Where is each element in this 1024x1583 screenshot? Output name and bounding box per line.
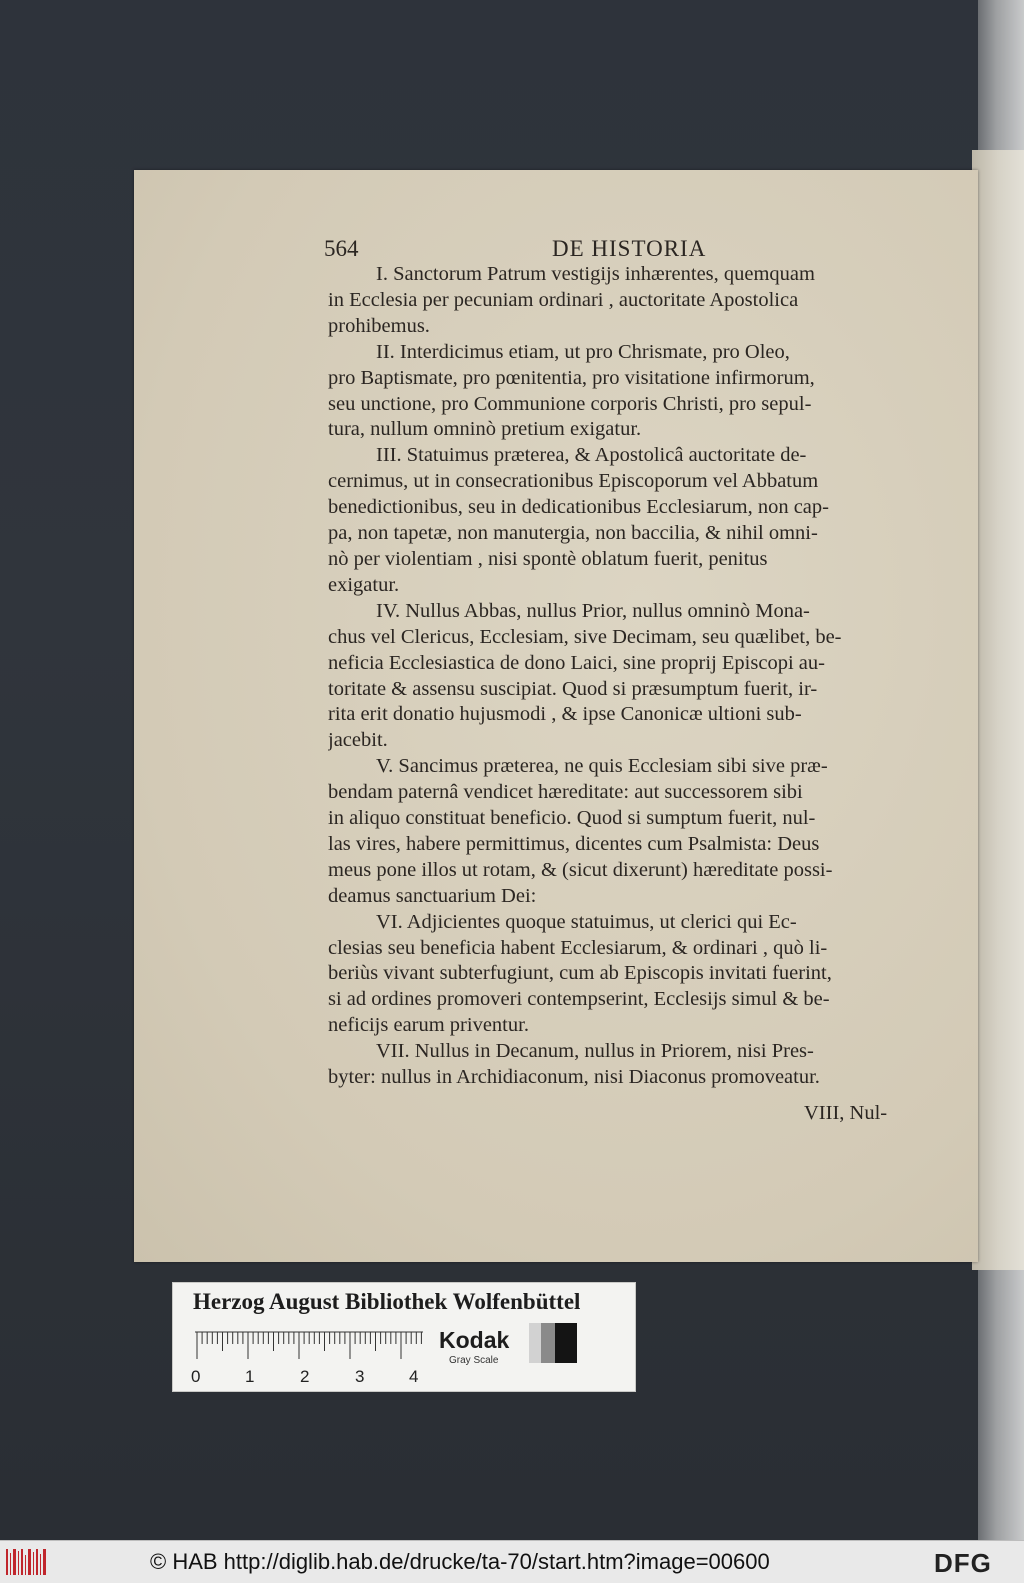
text-line: meus pone illos ut rotam, & (sicut dixerunt) hæreditate possi- [328, 858, 833, 881]
ruler-scale [195, 1331, 423, 1361]
text-line: las vires, habere permittimus, dicentes cum Psalmista: Deus [328, 832, 820, 855]
text-line: IV. Nullus Abbas, nullus Prior, nullus omninò Mona- [376, 599, 810, 622]
text-line: exigatur. [328, 573, 400, 596]
barcode-icon [6, 1547, 48, 1577]
text-line: VI. Adjicientes quoque statuimus, ut clerici qui Ec- [376, 910, 797, 933]
text-line: deamus sanctuarium Dei: [328, 884, 537, 907]
text-line: prohibemus. [328, 314, 430, 337]
text-line: neficia Ecclesiastica de dono Laici, sine proprij Episcopi au- [328, 651, 825, 674]
text-line: tura, nullum omninò pretium exigatur. [328, 418, 642, 441]
library-name: Herzog August Bibliothek Wolfenbüttel [193, 1289, 581, 1314]
text-line: II. Interdicimus etiam, ut pro Chrismate, pro Oleo, [376, 340, 790, 363]
ruler-label: 3 [355, 1367, 365, 1386]
text-line: III. Statuimus præterea, & Apostolicâ auctoritate de- [376, 444, 807, 467]
text-line: rita erit donatio hujusmodi , & ipse Canonicæ ultioni sub- [328, 703, 802, 726]
catchword: VIII, Nul- [804, 1102, 888, 1124]
running-title: DE HISTORIA [552, 236, 707, 261]
ruler-label: 4 [409, 1367, 419, 1386]
text-line: VII. Nullus in Decanum, nullus in Priorem, nisi Pres- [376, 1040, 814, 1063]
gray-scale-label: Gray Scale [449, 1355, 499, 1366]
page-number: 564 [324, 236, 359, 261]
text-line: V. Sancimus præterea, ne quis Ecclesiam sibi sive præ- [376, 755, 828, 778]
kodak-brand: Kodak [439, 1327, 510, 1353]
text-line: neficijs earum priventur. [328, 1014, 529, 1037]
text-line: chus vel Clericus, Ecclesiam, sive Decimam, seu quælibet, be- [328, 625, 842, 648]
text-line: seu unctione, pro Communione corporis Christi, pro sepul- [328, 392, 812, 415]
ruler-label: 2 [300, 1367, 310, 1386]
ruler-label: 1 [245, 1367, 255, 1386]
gray-swatch-light [529, 1323, 541, 1363]
copyright-link[interactable]: © HAB http://diglib.hab.de/drucke/ta-70/start.htm?image=00600 [150, 1549, 770, 1574]
text-line: pa, non tapetæ, non manutergia, non baccilia, & nihil omni- [328, 522, 818, 545]
text-line: I. Sanctorum Patrum vestigijs inhærentes, quemquam [376, 263, 815, 285]
text-line: benedictionibus, seu in dedicationibus Ecclesiarum, non cap- [328, 496, 829, 519]
dfg-logo: DFG [934, 1548, 992, 1578]
text-line: in Ecclesia per pecuniam ordinari , auctoritate Apostolica [328, 288, 799, 311]
text-line: beriùs vivant subterfugiunt, cum ab Episcopis invitati fuerint, [328, 962, 832, 985]
ruler-label: 0 [191, 1367, 201, 1386]
text-line: byter: nullus in Archidiaconum, nisi Diaconus promoveatur. [328, 1066, 820, 1089]
text-line: cernimus, ut in consecrationibus Episcoporum vel Abbatum [328, 470, 819, 493]
color-calibration-card [172, 1282, 636, 1392]
text-line: jacebit. [328, 729, 388, 752]
adjacent-page-edge [972, 150, 1024, 1270]
text-line: nò per violentiam , nisi spontè oblatum fuerit, penitus [328, 547, 768, 570]
text-line: pro Baptismate, pro pœnitentia, pro visitatione infirmorum, [328, 366, 815, 389]
footer-bar [0, 1540, 1024, 1583]
text-line: clesias seu beneficia habent Ecclesiarum, & ordinari , quò li- [328, 936, 828, 959]
page-body-text [328, 262, 912, 1091]
gray-swatch-dark [555, 1323, 577, 1363]
text-line: bendam paternâ vendicet hæreditate: aut successorem sibi [328, 781, 803, 804]
text-line: si ad ordines promoveri contempserint, Ecclesijs simul & be- [328, 988, 830, 1011]
text-line: toritate & assensu suscipiat. Quod si præsumptum fuerit, ir- [328, 677, 818, 700]
text-line: in aliquo constituat beneficio. Quod si sumptum fuerit, nul- [328, 807, 816, 830]
gray-swatch-mid [541, 1323, 555, 1363]
